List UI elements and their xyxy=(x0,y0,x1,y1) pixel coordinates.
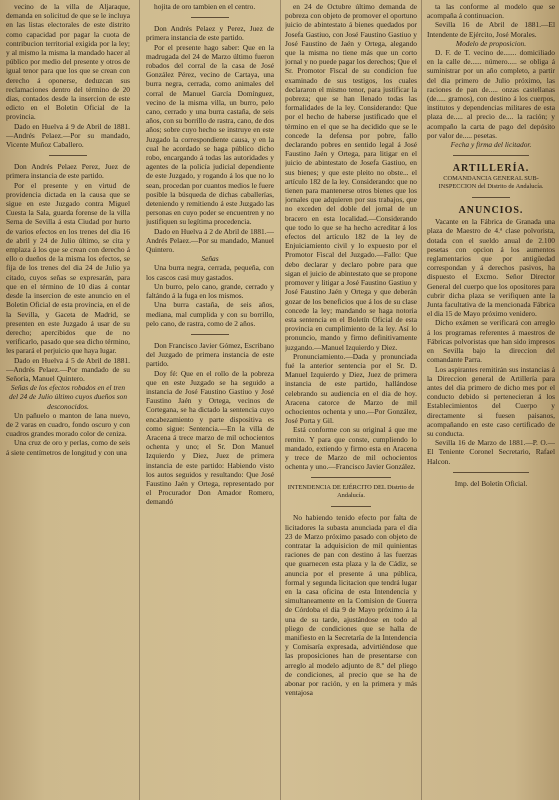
paragraph: Un pañuelo o manton de lana nuevo, de 2 varas en cuadro, fondo oscuro y con cuadros grandes morado color de ceniza. xyxy=(6,410,130,439)
paragraph: Está conforme con su original á que me remito. Y para que conste, cumpliendo lo mandado, extiendo y firmo esta en Aracena y trece de Marzo de mil ochocientos ochenta y uno.—Francisco Javier González. xyxy=(285,425,417,472)
divider xyxy=(472,197,510,198)
paragraph: Don Andrés Pelaez y Perez, Juez de primera instancia de este partido. xyxy=(146,24,274,43)
column-1 xyxy=(6,2,130,457)
paragraph: No habiendo tenido efecto por falta de licitadores la subasta anunciada para el dia 23 de Marzo próximo pasado con objeto de contratar la adquisicion de mil quinientas raciones de pan con destino á las fuerzas que guarnecen esta plaza y la de Cádiz, se anuncia por el presente á una pública, formal y segunda licitacion que tendrá lugar en la casa oficina de esta Intendencia y simultaneamente en la Comision de Guerra de Córdoba el dia 9 de Mayo próximo á la una de su tarde, ajustándose en todo al pliego de condiciones que se halla de manifiesto en la Secretaría de la Intendencia y Comisaría expresada, advirtiéndose que las proposiciones han de presentarse con arreglo al modelo adjunto de 8.º del pliego de condiciones, al precio que se ha de abonar por ración, y en la primera y más ventajosa xyxy=(285,513,417,698)
divider xyxy=(331,506,371,507)
paragraph: Los aspirantes remitirán sus instancias á la Direccion general de Artillería para antes del dia primero de dicho mes por el conducto debido si pertenecieran á los Establecimientos del Cuerpo y directamente si fuesen paisanos, acompañando en este caso certificado de su conducta. xyxy=(427,364,555,438)
column-4 xyxy=(427,2,555,488)
section-subtitle: COMANDANCIA GENERAL SUB-INSPECCION del Distrito de Andalucía. xyxy=(438,175,544,191)
column-2 xyxy=(146,2,274,507)
paragraph: Una burra castaña, de seis años, mediana, mal cumplida y con su borrillo, pelo cano, de rastra, como de 2 años. xyxy=(146,300,274,328)
paragraph: Por el presente hago saber: Que en la madrugada del 24 de Marzo último fueron robados del corral de la casa de José González Pérez, vecino de Cartaya, una burra negra, cerrada, como animales del corral de Manuel García Domínguez, vecino de la misma villa, un burro, pelo cano, cerrado y una burra castaña, de seis años, con su borrillo de rastra, cano, de dos años; sobre cuyo hecho se instruye en este Juzgado la correspondiente causa, y en la cual he acordado se haga público dicho robo, encargando á todas las autoridades y agentes de la policía judicial dependiente de este Juzgado, y rogando á los que no lo sean, procedan por cuantos medios le fuere posible la búsqueda de dichas caballerías, deteniendo y remitiendo á este Juzgado las personas en cuyo poder se encuentren y no justifiquen su legítima procedencia. xyxy=(146,42,274,227)
imprint: Imp. del Boletín Oficial. xyxy=(454,478,528,488)
paragraph: Dicho exámen se verificará con arreglo á los programas referentes á maestros de Fábricas polvoristas que han sido impresos en Sevilla bajo la direccion del comandante Parra. xyxy=(427,318,555,365)
paragraph: Una burra negra, cerrada, pequeña, con los cascos casi muy gastados. xyxy=(146,263,274,282)
column-3 xyxy=(285,2,417,697)
paragraph: Sevilla 16 de Abril de 1881.—El Intendente de Ejército, José Morales. xyxy=(427,20,555,39)
model-heading: Modelo de proposicion. xyxy=(455,38,527,48)
column-rule xyxy=(139,0,140,800)
section-title-anuncios: ANUNCIOS. xyxy=(458,205,524,217)
divider xyxy=(191,334,229,335)
divider xyxy=(311,477,390,478)
section-caption: Señas xyxy=(201,254,219,264)
paragraph: Doy fé: Que en el rollo de la pobreza que en este Juzgado se ha seguido a instancia de José Faustino Gastiuo y José Faustino Jaén y Ortega, vecinos de Cortegana, se ha dictado la sentencia cuyo encabezamiento y parte dispositiva es como sigue: Sentencia.—En la villa de Aracena á trece marzo de mil ochocientos ochenta y uno; el Sr. Don Manuel Izquierdo y Diez, Juez de primera instancia de este partido: Habiendo visto los autos seguidos y resultando: Que José Faustino Jaén y Ortega, representado por el Procurador Don Amador Romero, demandó xyxy=(146,368,274,507)
divider xyxy=(191,17,229,18)
paragraph: vecino de la villa de Aljaraque, demanda en solicitud de que se le incluya en las listas electorales de este distrito como capacidad por pagar la cuota de contribucion territorial exigida por la ley; y al mismo la misma la mandado hacer al público por medio del presente y otros de igual tenor para que los que se crean con derecho á oponerse, deduzcan sus reclamaciones dentro del término de 20 dias, contados desde la insercion de este edicto en el Boletin Oficial de la provincia. xyxy=(6,2,130,122)
divider xyxy=(453,155,530,156)
section-heading: INTENDENCIA DE EJÉRCITO DEL Distrito de Andalucía. xyxy=(287,484,415,500)
paragraph: en 24 de Octubre último demanda de pobreza con objeto de promover el oportuno juicio de abintestato á bienes quedados por Josefa Gastiuo, con José Faustino Gastiuo y José Faustino de Jaén y Ortega, alegando que la misma no tiene más que un corto jornal y no puede pagar los derechos; Que el Sr. Promotor Fiscal de su condicion fue examinado de sus testigos, los cuales declararon el mismo tenor, para justificar la pobreza; que se han llenado todas las formalidades de la ley. Considerando: Que por el hecho de haberse justificado que el término en el que se ha decidido que se le concede la defensa por pobre, fallo declarando pobres en sentido legal á José Faustino Jaén y Ortega, para litigar en el juicio de abintestato de Josefa Gastiuo, en sus bienes; y que este pleito no obste... el artículo 182 de la ley. Considerando: que no tienen para mantenerse otros bienes que los jornales que adquieren por sus trabajos, que no exceden del doble del jornal de un bracero en esta localidad.—Considerando que todo lo que se ha hecho acreditar á los efectos del artículo 182 de la ley de Enjuiciamiento civil y lo expuesto por el Promotor Fiscal del Juzgado.—Fallo: Que debo declarar y declaro pobre para que sigan el juicio de abintestato que se propone promover y litigar a José Faustino Gastiuo y José Faustino Jaén y Ortega y que deberán gozar de los beneficios que á los de su clase concede la ley; mandando se haga notoria esta sentencia en el Boletín Oficial de esta provincia en cumplimiento de la ley. Así lo pronuncio, mando y firmo definitivamente juzgando.—Manuel Izquierdo y Diez. xyxy=(285,2,417,352)
paragraph: Dado en Huelva á 9 de Abril de 1881.—Andrés Pelaez.—Por su mandado, Vicente Muñoz Caballero. xyxy=(6,121,130,150)
paragraph: Dado en Huelva á 2 de Abril de 1881.—Andrés Pelaez.—Por su mandado, Manuel Quintero. xyxy=(146,226,274,255)
paragraph: ta las conforme al modelo que se acompaña á continuacion. xyxy=(427,2,555,21)
paragraph: D. F. de T. vecino de....... domiciliado en la calle de...... número..... se obliga á suministrar por un año completo, a partir del dia primero de Julio próximo, las raciones de pan de..... onzas castellanas (de..... gramos), con destino á los cuerpos, institutos y dependencias militares de esta plaza de..... al precio de.... la ración; y acompaño la carta de pago del depósito por valor de..... pesetas. xyxy=(427,48,555,140)
signature-line: Fecha y firma del licitador. xyxy=(450,140,532,150)
paragraph: Pronunciamiento.—Dada y pronunciada fué la anterior sentencia por el Sr. D. Manuel Izquierdo y Diez, Juez de primera instancia de este partido, hallándose celebrando su audiencia en el dia de hoy. Aracena catorce de Marzo de mil ochocientos ochenta y uno.—Por González, José Porta y Gil. xyxy=(285,351,417,426)
divider xyxy=(49,155,86,156)
paragraph: Sevilla 16 de Marzo de 1881.—P. O.—El Teniente Coronel Secretario, Rafael Halcon. xyxy=(427,438,555,466)
divider xyxy=(453,472,530,473)
paragraph: Un burro, pelo cano, grande, cerrado y faltándo á la fuga en los mismos. xyxy=(146,281,274,301)
column-rule xyxy=(280,0,281,800)
paragraph: Vacante en la Fábrica de Granada una plaza de Maestro de 4.ª clase polvorista, dotada con el sueldo anual de 2.100 pesetas con opcion á los aumentos reglamentarios que por antigüedad correspondan y á derechos pasivos, ha dispuesto el Excmo. Señor Director General del cuerpo que los opositores para cubrir dicha plaza se verifiquen ante la Junta facultativa de la mencionada Fábrica el dia 15 de Mayo próximo venidero. xyxy=(427,217,555,319)
paragraph: Por el presente y en virtud de providencia dictada en la causa que se sigue en este Juzgado contra Miguel Cuesta la Sala, guarda forense de la villa Serna de Sevilla á esta Ciudad por hurto de varios efectos en los trenes del dia 16 de abril y 24 de Julio último, se cita y emplaza á los que se crean con derecho á ello o dueños de la misma los efectos, se fija de los trenes del dia 24 de Julio ya citado, cuyos señas se expresarán, para que en el término de 10 dias á contar desde la insercion de este anuncio en el Boletin Oficial de esta provincia, en el de la Sevilla, y Gaceta de Madrid, se presenten en este Juzgado á usar de su derecho; apercibidos que de no verificarlo, pasado que sea dicho término, les parará el perjuicio que haya lugar. xyxy=(6,180,130,356)
paragraph: Don Andrés Pelaez Perez, Juez de primera instancia de este partido. xyxy=(6,162,130,181)
paragraph: Una cruz de oro y perlas, como de seis á siete centímetros de longitud y con una xyxy=(6,438,130,457)
section-title-artilleria: ARTILLERÍA. xyxy=(452,163,530,175)
section-caption: Señas de los efectos robados en el tren del 24 de Julio último cuyos dueños son desconocidos. xyxy=(8,383,128,411)
paragraph: Dado en Huelva á 5 de Abril de 1881.—Andrés Pelaez.—Por mandado de su Señoría, Manuel Quintero. xyxy=(6,355,130,383)
paragraph: Don Francisco Javier Gómez, Escribano del Juzgado de primera instancia de este partido. xyxy=(146,340,274,369)
paragraph: hojita de oro tambien en el centro. xyxy=(154,2,256,11)
column-rule xyxy=(421,0,422,800)
